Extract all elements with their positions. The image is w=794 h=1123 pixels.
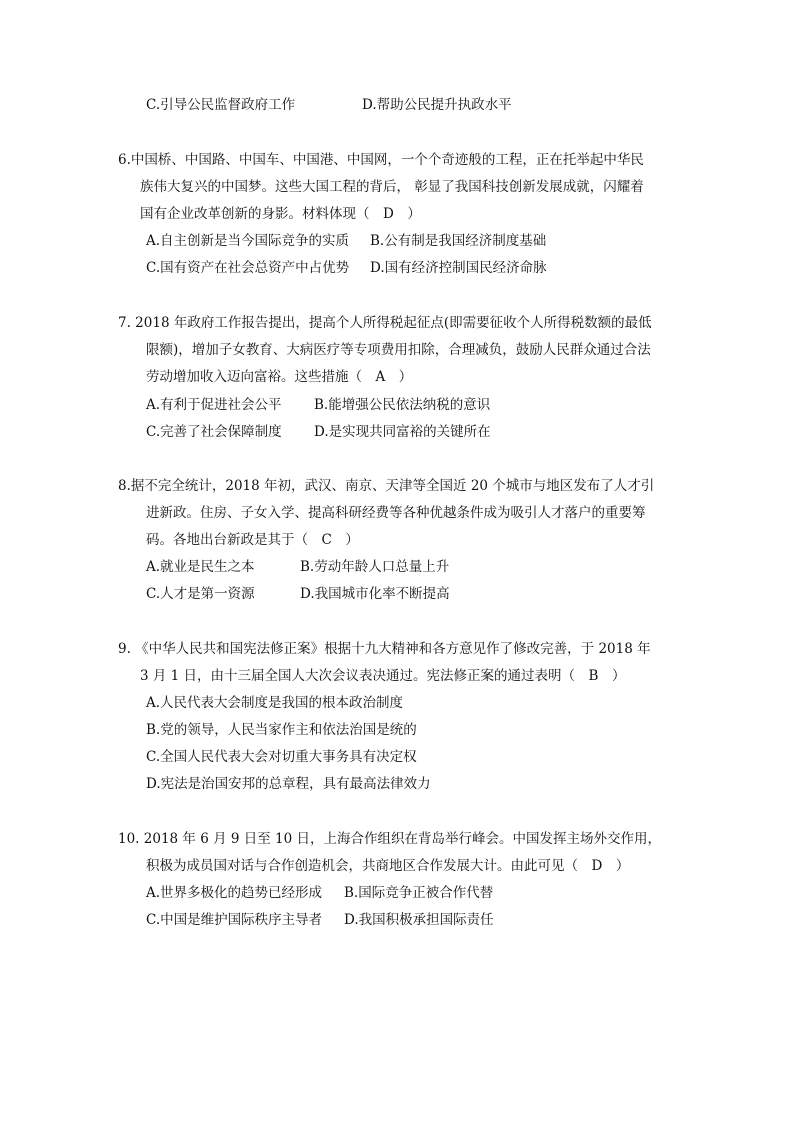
q8-stem-line-3: 码。各地出台新政是其于（ C ） (146, 532, 359, 548)
q6-option-c: C.国有资产在社会总资产中占优势 (146, 260, 350, 276)
q10-option-a: A.世界多极化的趋势已经形成 (146, 885, 323, 901)
q6-stem-line-1: 6.中国桥、中国路、中国车、中国港、中国网，一个个奇迹般的工程，正在托举起中华民 (118, 152, 644, 168)
q7-option-d: D.是实现共同富裕的关键所在 (314, 424, 491, 440)
q9-stem-line-1: 9. 《中华人民共和国宪法修正案》根据十九大精神和各方意见作了修改完善，于 2018 年 (118, 641, 651, 657)
q10-option-d: D.我国积极承担国际责任 (344, 912, 494, 928)
q8-option-d: D.我国城市化率不断提高 (300, 586, 450, 602)
q6-stem-line-2: 族伟大复兴的中国梦。这些大国工程的背后， 彰显了我国科技创新发展成就，闪耀着 (140, 179, 644, 195)
q6-option-b: B.公有制是我国经济制度基础 (370, 233, 547, 249)
q9-option-b: B.党的领导，人民当家作主和依法治国是统的 (146, 722, 417, 738)
q7-option-a: A.有利于促进社会公平 (146, 397, 282, 413)
q8-stem-line-1: 8.据不完全统计，2018 年初，武汉、南京、天津等全国近 20 个城市与地区发布了人才引 (118, 478, 655, 494)
q8-option-a: A.就业是民生之本 (146, 559, 255, 575)
q10-stem-line-2: 积极为成员国对话与合作创造机会，共商地区合作发展大计。由此可见（ D ） (146, 858, 630, 874)
q5-option-c: C.引导公民监督政府工作 (146, 97, 296, 113)
q7-stem-line-3: 劳动增加收入迈向富裕。这些措施（ A ） (146, 369, 413, 385)
q10-stem-line-1: 10. 2018 年 6 月 9 日至 10 日，上海合作组织在背岛举行峰会。中国发挥主场外交作用， (118, 831, 662, 847)
q10-option-c: C.中国是维护国际秩序主导者 (146, 912, 323, 928)
q10-option-b: B.国际竞争正被合作代替 (344, 885, 494, 901)
q6-stem-line-3: 国有企业改革创新的身影。材料体现（ D ） (140, 206, 421, 222)
q6-option-a: A.自主创新是当今国际竞争的实质 (146, 233, 350, 249)
q8-option-c: C.人才是第一资源 (146, 586, 255, 602)
q8-stem-line-2: 进新政。住房、子女入学、提高科研经费等各种优越条件成为吸引人才落户的重要筹 (146, 505, 646, 521)
q6-option-d: D.国有经济控制国民经济命脉 (370, 260, 547, 276)
q7-stem-line-2: 限额)，增加子女教育、大病医疗等专项费用扣除，合理减负，鼓励人民群众通过合法 (146, 342, 651, 358)
q8-option-b: B.劳动年龄人口总量上升 (300, 559, 450, 575)
q9-stem-line-2: 3 月 1 日，由十三届全国人大次会议表决通过。宪法修正案的通过表明（ B ） (140, 668, 626, 684)
q9-option-d: D.宪法是治国安邦的总章程，具有最高法律效力 (146, 776, 431, 792)
q7-option-b: B.能增强公民依法纳税的意识 (314, 397, 491, 413)
q9-option-c: C.全国人民代表大会对切重大事务具有决定权 (146, 749, 417, 765)
q9-option-a: A.人民代表大会制度是我国的根本政治制度 (146, 695, 404, 711)
q7-stem-line-1: 7. 2018 年政府工作报告提出，提高个人所得税起征点(即需要征收个人所得税数额的最低 (118, 315, 652, 331)
q7-option-c: C.完善了社会保障制度 (146, 424, 282, 440)
q5-option-d: D.帮助公民提升执政水平 (362, 97, 512, 113)
